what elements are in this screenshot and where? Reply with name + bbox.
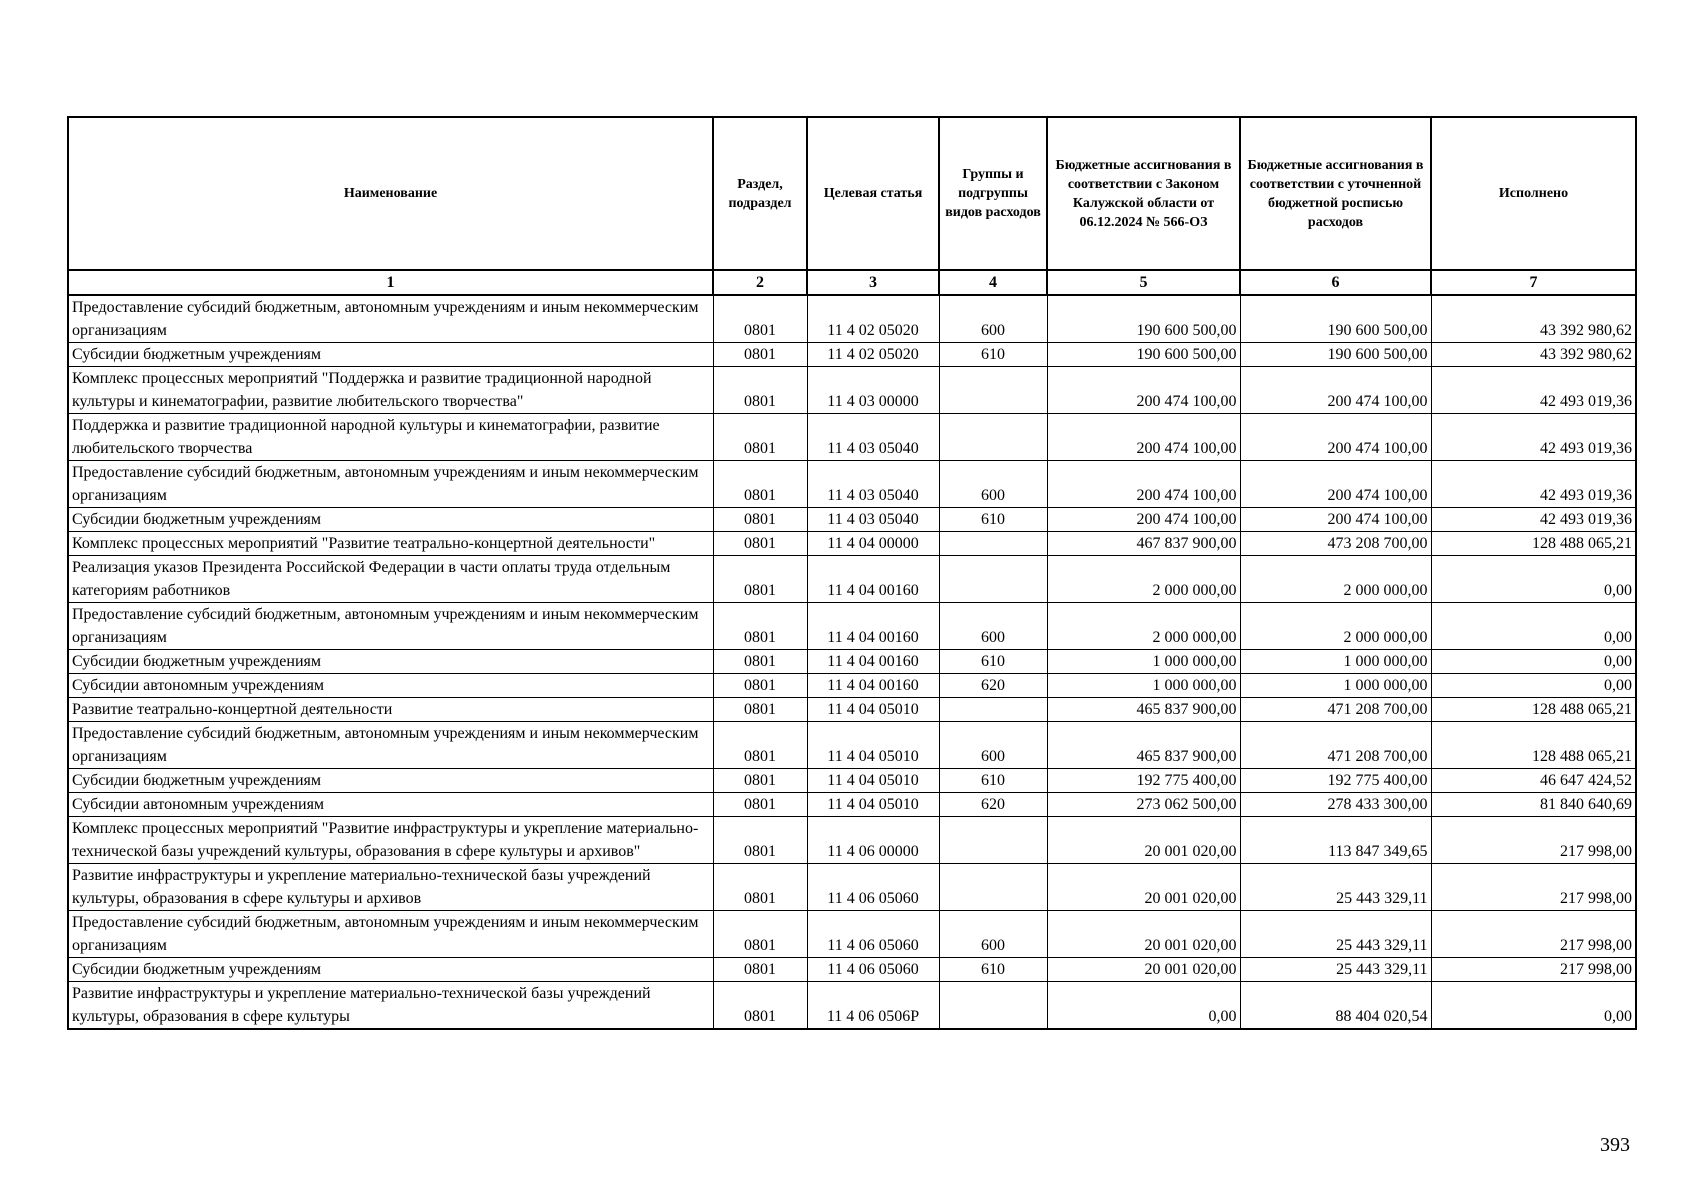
header-article: Целевая статья: [807, 117, 939, 270]
row-section: 0801: [713, 367, 807, 414]
header-name: Наименование: [68, 117, 713, 270]
row-law-allocation: 200 474 100,00: [1047, 508, 1240, 532]
row-refined-allocation: 192 775 400,00: [1240, 769, 1431, 793]
table-row: [68, 556, 1636, 603]
row-group: [939, 864, 1047, 911]
row-section: 0801: [713, 958, 807, 982]
row-name: Развитие театрально-концертной деятельности: [68, 698, 713, 722]
row-article: 11 4 03 00000: [807, 367, 939, 414]
row-refined-allocation: 278 433 300,00: [1240, 793, 1431, 817]
table-row: [68, 698, 1636, 722]
row-article: 11 4 06 00000: [807, 817, 939, 864]
row-section: 0801: [713, 793, 807, 817]
row-group: [939, 532, 1047, 556]
table-row: [68, 532, 1636, 556]
row-executed: 42 493 019,36: [1431, 414, 1636, 461]
row-name: Комплекс процессных мероприятий "Развитие театрально-концертной деятельности": [68, 532, 713, 556]
row-name: Предоставление субсидий бюджетным, автономным учреждениям и иным некоммерческим организациям: [68, 603, 713, 650]
header-group: Группы и подгруппы видов расходов: [939, 117, 1047, 270]
row-article: 11 4 03 05040: [807, 508, 939, 532]
row-executed: 42 493 019,36: [1431, 461, 1636, 508]
row-law-allocation: 2 000 000,00: [1047, 556, 1240, 603]
table-row: [68, 295, 1636, 343]
row-group: [939, 817, 1047, 864]
row-refined-allocation: 190 600 500,00: [1240, 343, 1431, 367]
row-executed: 217 998,00: [1431, 911, 1636, 958]
row-refined-allocation: 2 000 000,00: [1240, 556, 1431, 603]
column-number: 4: [939, 270, 1047, 295]
row-article: 11 4 04 05010: [807, 769, 939, 793]
row-name: Субсидии бюджетным учреждениям: [68, 343, 713, 367]
row-name: Поддержка и развитие традиционной народной культуры и кинематографии, развитие любительского творчества: [68, 414, 713, 461]
table-row: [68, 414, 1636, 461]
row-group: 600: [939, 461, 1047, 508]
row-section: 0801: [713, 556, 807, 603]
row-article: 11 4 04 05010: [807, 722, 939, 769]
header-section: Раздел, подраздел: [713, 117, 807, 270]
row-executed: 42 493 019,36: [1431, 508, 1636, 532]
row-section: 0801: [713, 414, 807, 461]
row-refined-allocation: 200 474 100,00: [1240, 508, 1431, 532]
row-law-allocation: 200 474 100,00: [1047, 461, 1240, 508]
row-group: 610: [939, 508, 1047, 532]
row-refined-allocation: 190 600 500,00: [1240, 295, 1431, 343]
budget-table: [67, 116, 1637, 1030]
table-row: [68, 650, 1636, 674]
row-law-allocation: 273 062 500,00: [1047, 793, 1240, 817]
header-refined-allocation: Бюджетные ассигнования в соответствии с уточненной бюджетной росписью расходов: [1240, 117, 1431, 270]
row-refined-allocation: 1 000 000,00: [1240, 650, 1431, 674]
row-name: Субсидии автономным учреждениям: [68, 793, 713, 817]
column-number: 5: [1047, 270, 1240, 295]
row-article: 11 4 03 05040: [807, 414, 939, 461]
row-group: 600: [939, 911, 1047, 958]
table-row: [68, 722, 1636, 769]
row-name: Развитие инфраструктуры и укрепление материально-технической базы учреждений культуры, образования в сфере культуры и архивов: [68, 864, 713, 911]
row-group: 610: [939, 343, 1047, 367]
row-group: 600: [939, 722, 1047, 769]
row-law-allocation: 190 600 500,00: [1047, 295, 1240, 343]
row-section: 0801: [713, 982, 807, 1030]
row-refined-allocation: 200 474 100,00: [1240, 461, 1431, 508]
row-section: 0801: [713, 698, 807, 722]
row-group: 610: [939, 958, 1047, 982]
row-name: Предоставление субсидий бюджетным, автономным учреждениям и иным некоммерческим организациям: [68, 295, 713, 343]
table-row: [68, 769, 1636, 793]
row-law-allocation: 465 837 900,00: [1047, 698, 1240, 722]
row-group: 610: [939, 650, 1047, 674]
row-law-allocation: 192 775 400,00: [1047, 769, 1240, 793]
row-article: 11 4 04 00160: [807, 650, 939, 674]
row-refined-allocation: 1 000 000,00: [1240, 674, 1431, 698]
row-executed: 217 998,00: [1431, 864, 1636, 911]
row-name: Предоставление субсидий бюджетным, автономным учреждениям и иным некоммерческим организациям: [68, 461, 713, 508]
table-row: [68, 674, 1636, 698]
row-section: 0801: [713, 343, 807, 367]
row-section: 0801: [713, 532, 807, 556]
row-refined-allocation: 25 443 329,11: [1240, 958, 1431, 982]
row-executed: 0,00: [1431, 674, 1636, 698]
header-law-allocation: Бюджетные ассигнования в соответствии с Законом Калужской области от 06.12.2024 № 566-ОЗ: [1047, 117, 1240, 270]
row-group: 600: [939, 603, 1047, 650]
table-row: [68, 343, 1636, 367]
row-refined-allocation: 113 847 349,65: [1240, 817, 1431, 864]
row-executed: 43 392 980,62: [1431, 295, 1636, 343]
row-refined-allocation: 25 443 329,11: [1240, 864, 1431, 911]
row-article: 11 4 02 05020: [807, 343, 939, 367]
row-section: 0801: [713, 674, 807, 698]
row-law-allocation: 0,00: [1047, 982, 1240, 1030]
row-group: [939, 698, 1047, 722]
row-article: 11 4 04 00160: [807, 674, 939, 698]
row-refined-allocation: 25 443 329,11: [1240, 911, 1431, 958]
row-name: Субсидии автономным учреждениям: [68, 674, 713, 698]
row-executed: 128 488 065,21: [1431, 698, 1636, 722]
row-refined-allocation: 2 000 000,00: [1240, 603, 1431, 650]
row-article: 11 4 02 05020: [807, 295, 939, 343]
row-name: Субсидии бюджетным учреждениям: [68, 769, 713, 793]
row-executed: 128 488 065,21: [1431, 722, 1636, 769]
row-group: [939, 414, 1047, 461]
row-name: Комплекс процессных мероприятий "Развитие инфраструктуры и укрепление материально-технической базы учреждений культуры, образования в сфере культуры и архивов": [68, 817, 713, 864]
row-law-allocation: 190 600 500,00: [1047, 343, 1240, 367]
row-law-allocation: 20 001 020,00: [1047, 864, 1240, 911]
row-name: Предоставление субсидий бюджетным, автономным учреждениям и иным некоммерческим организациям: [68, 722, 713, 769]
table-row: [68, 817, 1636, 864]
row-refined-allocation: 471 208 700,00: [1240, 722, 1431, 769]
row-executed: 217 998,00: [1431, 958, 1636, 982]
row-section: 0801: [713, 864, 807, 911]
row-law-allocation: 20 001 020,00: [1047, 958, 1240, 982]
row-group: 610: [939, 769, 1047, 793]
table-row: [68, 958, 1636, 982]
header-executed: Исполнено: [1431, 117, 1636, 270]
table-header-row: [68, 117, 1636, 270]
row-article: 11 4 04 05010: [807, 698, 939, 722]
row-name: Субсидии бюджетным учреждениям: [68, 650, 713, 674]
table-row: [68, 911, 1636, 958]
row-section: 0801: [713, 603, 807, 650]
row-name: Развитие инфраструктуры и укрепление материально-технической базы учреждений культуры, образования в сфере культуры: [68, 982, 713, 1030]
row-executed: 42 493 019,36: [1431, 367, 1636, 414]
row-executed: 0,00: [1431, 556, 1636, 603]
row-group: 600: [939, 295, 1047, 343]
row-executed: 46 647 424,52: [1431, 769, 1636, 793]
row-executed: 128 488 065,21: [1431, 532, 1636, 556]
row-article: 11 4 04 00160: [807, 603, 939, 650]
row-section: 0801: [713, 508, 807, 532]
row-section: 0801: [713, 911, 807, 958]
table-row: [68, 367, 1636, 414]
row-executed: 217 998,00: [1431, 817, 1636, 864]
row-group: 620: [939, 793, 1047, 817]
table-row: [68, 982, 1636, 1030]
table-row: [68, 603, 1636, 650]
row-law-allocation: 1 000 000,00: [1047, 650, 1240, 674]
row-article: 11 4 06 05060: [807, 864, 939, 911]
row-section: 0801: [713, 650, 807, 674]
row-law-allocation: 20 001 020,00: [1047, 911, 1240, 958]
row-group: 620: [939, 674, 1047, 698]
row-law-allocation: 467 837 900,00: [1047, 532, 1240, 556]
row-article: 11 4 04 00000: [807, 532, 939, 556]
row-refined-allocation: 473 208 700,00: [1240, 532, 1431, 556]
row-article: 11 4 06 05060: [807, 958, 939, 982]
row-article: 11 4 06 0506Р: [807, 982, 939, 1030]
row-group: [939, 367, 1047, 414]
row-law-allocation: 200 474 100,00: [1047, 414, 1240, 461]
column-number: 6: [1240, 270, 1431, 295]
table-row: [68, 864, 1636, 911]
row-section: 0801: [713, 461, 807, 508]
row-refined-allocation: 471 208 700,00: [1240, 698, 1431, 722]
column-number: 1: [68, 270, 713, 295]
row-refined-allocation: 200 474 100,00: [1240, 414, 1431, 461]
row-refined-allocation: 200 474 100,00: [1240, 367, 1431, 414]
row-name: Субсидии бюджетным учреждениям: [68, 958, 713, 982]
row-name: Комплекс процессных мероприятий "Поддержка и развитие традиционной народной культуры и кинематографии, развитие любительского творчества": [68, 367, 713, 414]
row-law-allocation: 200 474 100,00: [1047, 367, 1240, 414]
row-name: Предоставление субсидий бюджетным, автономным учреждениям и иным некоммерческим организациям: [68, 911, 713, 958]
row-name: Реализация указов Президента Российской Федерации в части оплаты труда отдельным категориям работников: [68, 556, 713, 603]
row-executed: 0,00: [1431, 982, 1636, 1030]
row-section: 0801: [713, 817, 807, 864]
row-section: 0801: [713, 295, 807, 343]
row-law-allocation: 2 000 000,00: [1047, 603, 1240, 650]
page-number: 393: [1600, 1134, 1630, 1156]
row-law-allocation: 1 000 000,00: [1047, 674, 1240, 698]
table-row: [68, 508, 1636, 532]
table-row: [68, 461, 1636, 508]
row-group: [939, 556, 1047, 603]
row-name: Субсидии бюджетным учреждениям: [68, 508, 713, 532]
column-number: 3: [807, 270, 939, 295]
row-section: 0801: [713, 722, 807, 769]
column-number: 2: [713, 270, 807, 295]
column-number: 7: [1431, 270, 1636, 295]
column-number-row: [68, 270, 1636, 295]
row-group: [939, 982, 1047, 1030]
row-executed: 81 840 640,69: [1431, 793, 1636, 817]
row-article: 11 4 03 05040: [807, 461, 939, 508]
row-refined-allocation: 88 404 020,54: [1240, 982, 1431, 1030]
row-executed: 43 392 980,62: [1431, 343, 1636, 367]
row-article: 11 4 06 05060: [807, 911, 939, 958]
row-article: 11 4 04 00160: [807, 556, 939, 603]
row-law-allocation: 20 001 020,00: [1047, 817, 1240, 864]
row-executed: 0,00: [1431, 603, 1636, 650]
table-row: [68, 793, 1636, 817]
row-law-allocation: 465 837 900,00: [1047, 722, 1240, 769]
row-executed: 0,00: [1431, 650, 1636, 674]
row-section: 0801: [713, 769, 807, 793]
row-article: 11 4 04 05010: [807, 793, 939, 817]
